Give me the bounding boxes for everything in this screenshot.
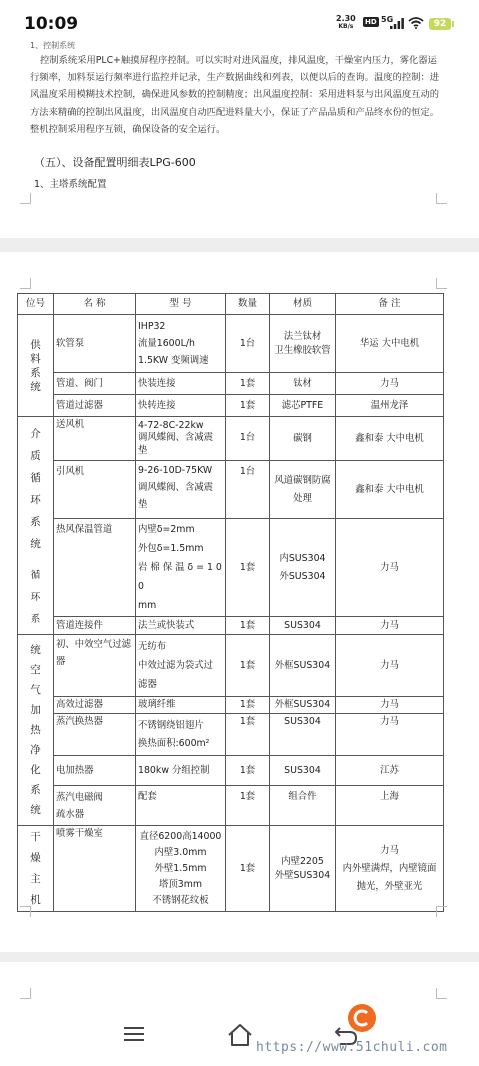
name-line: 疏水器	[56, 808, 85, 820]
item-name: 电加热器	[54, 756, 136, 786]
material-line: 内SUS304	[279, 552, 326, 564]
hd-badge: HD	[365, 18, 377, 26]
battery-icon: 92	[429, 18, 451, 30]
model-line: 调风蝶阀、含减震	[138, 432, 214, 444]
page-corner-mark	[436, 278, 447, 289]
model-line: mm	[138, 600, 157, 611]
watermark-logo-icon	[348, 1004, 376, 1032]
item-note: 力马	[336, 635, 444, 697]
table-row	[18, 315, 444, 373]
item-qty: 1台	[226, 417, 270, 461]
model-line: 岩 棉 保 温 δ = 1 0 0	[138, 562, 222, 592]
item-material: 组合件	[270, 786, 336, 826]
group-medium	[18, 417, 54, 635]
item-name	[54, 635, 136, 697]
section-title: （五）、设备配置明细表LPG-600	[34, 156, 196, 169]
table-row	[18, 617, 444, 635]
group-dryer	[18, 826, 54, 912]
model-line: 9-26-10D-75KW	[138, 465, 213, 476]
item-name	[54, 786, 136, 826]
watermark-url: https://www.51chuli.com	[256, 1040, 448, 1055]
item-material: 外框SUS304	[270, 697, 336, 714]
item-note: 华运 大中电机	[336, 315, 444, 373]
item-model	[136, 315, 226, 373]
model-line: 4-72-8C-22kw	[138, 419, 204, 431]
item-model	[136, 519, 226, 617]
model-line: 中效过滤为袋式过	[138, 660, 214, 671]
item-name: 高效过滤器	[54, 697, 136, 714]
item-model: 配套	[136, 786, 226, 826]
page-separator	[0, 952, 479, 962]
item-material	[270, 461, 336, 519]
item-material: 碳钢	[270, 417, 336, 461]
model-line: 滤器	[138, 679, 157, 690]
page-corner-mark	[20, 193, 31, 204]
table-header-row	[18, 294, 444, 315]
model-line: 换热面积:600m²	[138, 737, 210, 749]
item-note: 温州龙泽	[336, 395, 444, 417]
model-line: 垫	[138, 499, 148, 510]
status-time: 10:09	[24, 14, 79, 34]
model-line: 外壁1.5mm	[154, 862, 207, 874]
page-corner-mark	[20, 988, 31, 999]
material-line: 外壁SUS304	[274, 869, 331, 881]
table-row	[18, 519, 444, 617]
material-line: 风道碳钢防腐	[274, 474, 331, 486]
table-row	[18, 786, 444, 826]
item-qty: 1套	[226, 373, 270, 395]
item-material: 外框SUS304	[270, 635, 336, 697]
document-page-1	[0, 38, 479, 238]
item-note: 上海	[336, 786, 444, 826]
item-model: 快装连接	[136, 373, 226, 395]
network-speed-unit: KB/s	[338, 23, 354, 30]
material-line: 处理	[293, 492, 312, 504]
item-name: 蒸汽换热器	[54, 714, 136, 756]
item-note: 力马	[336, 519, 444, 617]
model-line: 调风蝶阀、含减震	[138, 482, 214, 493]
network-speed-value: 2.30	[336, 14, 356, 23]
item-qty: 1套	[226, 635, 270, 697]
home-icon[interactable]	[226, 1022, 254, 1048]
item-note: 力马	[336, 373, 444, 395]
item-note: 力马	[336, 697, 444, 714]
item-note: 力马	[336, 714, 444, 756]
model-line: 不锈钢花纹板	[152, 894, 209, 906]
item-qty: 1套	[226, 826, 270, 912]
item-qty: 1套	[226, 714, 270, 756]
page-corner-mark	[436, 193, 447, 204]
item-note: 鑫和泰 大中电机	[336, 417, 444, 461]
item-name: 软管泵	[54, 315, 136, 373]
item-qty: 1套	[226, 395, 270, 417]
signal-bars-icon	[390, 18, 404, 29]
group-label: 介质循环系统	[30, 428, 41, 550]
material-line: 卫生橡胶软管	[274, 344, 331, 356]
item-model: 快转连接	[136, 395, 226, 417]
table-row	[18, 395, 444, 417]
material-line: 法兰钛材	[283, 330, 322, 342]
table-row	[18, 417, 444, 461]
item-material: 滤芯PTFE	[270, 395, 336, 417]
group-air	[18, 635, 54, 826]
item-model: 法兰或快装式	[136, 617, 226, 635]
group-label: 统空气加热净化系统	[30, 644, 41, 816]
item-qty: 1台	[226, 461, 270, 519]
item-qty: 1套	[226, 617, 270, 635]
item-model	[136, 461, 226, 519]
model-line: 外包δ=1.5mm	[138, 543, 204, 554]
battery-tip	[452, 21, 454, 27]
item-material: 钛材	[270, 373, 336, 395]
item-model: 180kw 分组控制	[136, 756, 226, 786]
item-note: 力马	[336, 617, 444, 635]
item-name: 送风机	[54, 417, 136, 461]
item-qty: 1套	[226, 697, 270, 714]
group-supply	[18, 315, 54, 417]
control-system-paragraph: 控制系统采用PLC+触摸屏程序控制。可以实时对进风温度，排风温度，干燥室内压力，雾化器运行频率，加料泵运行频率进行监控并记录，生产数据曲线和列表，以便以后的查询。温度的控制：进风温度采用模糊技术控制，确保进风参数的控制精度；出风温度控制：采用进料泵与出风温度互动的方法来精确的控制出风温度，出风温度自动匹配进料量大小，保证了产品品质和产品终水份的恒定。整机控制采用程序互锁，确保设备的安全运行。	[30, 55, 440, 135]
name-line: 初、中效空气过滤	[56, 639, 132, 650]
table-row	[18, 635, 444, 697]
signal-label: 5G	[381, 15, 394, 24]
item-note	[336, 826, 444, 912]
model-line: 内壁δ=2mm	[138, 524, 195, 535]
item-model	[136, 635, 226, 697]
note-line: 力马	[380, 844, 399, 856]
item-material: SUS304	[270, 756, 336, 786]
item-name: 喷雾干燥室	[54, 826, 136, 912]
header-material: 材质	[270, 294, 336, 315]
running-header: 1、控制系统	[30, 41, 76, 50]
model-line: 直径6200高14000	[139, 830, 222, 842]
item-material	[270, 519, 336, 617]
model-line: 1.5KW 变频调速	[138, 355, 209, 366]
model-line: IHP32	[138, 321, 166, 332]
item-note: 鑫和泰 大中电机	[336, 461, 444, 519]
table-row	[18, 714, 444, 756]
item-qty: 1台	[226, 315, 270, 373]
group-label: 供料系统	[30, 338, 41, 393]
menu-icon[interactable]	[122, 1025, 146, 1043]
item-model	[136, 826, 226, 912]
header-model: 型 号	[136, 294, 226, 315]
name-line: 蒸汽电磁阀	[56, 791, 103, 803]
name-line: 器	[56, 656, 66, 667]
item-model: 玻璃纤维	[136, 697, 226, 714]
table-row	[18, 826, 444, 912]
item-name: 管道连接件	[54, 617, 136, 635]
model-line: 不锈钢绕铝翅片	[138, 719, 204, 731]
table-row	[18, 756, 444, 786]
header-quantity: 数量	[226, 294, 270, 315]
item-name: 管道、阀门	[54, 373, 136, 395]
page-corner-mark	[20, 906, 31, 917]
item-model	[136, 417, 226, 461]
item-note: 江苏	[336, 756, 444, 786]
watermark-logo	[348, 1004, 376, 1032]
model-line: 内壁3.0mm	[154, 846, 207, 858]
item-qty: 1套	[226, 756, 270, 786]
page-corner-mark	[436, 906, 447, 917]
page-corner-mark	[436, 988, 447, 999]
equipment-config-table	[17, 293, 444, 912]
table-row	[18, 461, 444, 519]
material-line: 外SUS304	[279, 570, 326, 582]
model-line: 流量1600L/h	[138, 338, 195, 349]
note-line: 内外壁满焊，内壁镜面	[342, 862, 437, 874]
item-name: 热风保温管道	[54, 519, 136, 617]
table-row	[18, 697, 444, 714]
item-name: 引风机	[54, 461, 136, 519]
page-separator	[0, 238, 479, 252]
item-qty: 1套	[226, 519, 270, 617]
material-line: 内壁2205	[281, 855, 324, 867]
item-material	[270, 315, 336, 373]
table-row	[18, 373, 444, 395]
subsection-title: 1、主塔系统配置	[34, 179, 107, 190]
item-material: SUS304	[270, 714, 336, 756]
header-name: 名 称	[54, 294, 136, 315]
page-corner-mark	[20, 278, 31, 289]
network-speed	[336, 15, 356, 31]
model-line: 无纺布	[138, 641, 167, 652]
group-label-tail: 循环系	[30, 570, 41, 625]
header-note: 备 注	[336, 294, 444, 315]
item-material	[270, 826, 336, 912]
model-line: 塔顶3mm	[159, 878, 202, 890]
header-position: 位号	[18, 294, 54, 315]
item-name: 管道过滤器	[54, 395, 136, 417]
wifi-icon	[408, 16, 424, 29]
item-qty: 1套	[226, 786, 270, 826]
item-material: SUS304	[270, 617, 336, 635]
model-line: 垫	[138, 444, 148, 456]
group-label: 干燥主机	[30, 830, 41, 906]
item-model	[136, 714, 226, 756]
note-line: 抛光，外壁亚光	[356, 880, 423, 892]
